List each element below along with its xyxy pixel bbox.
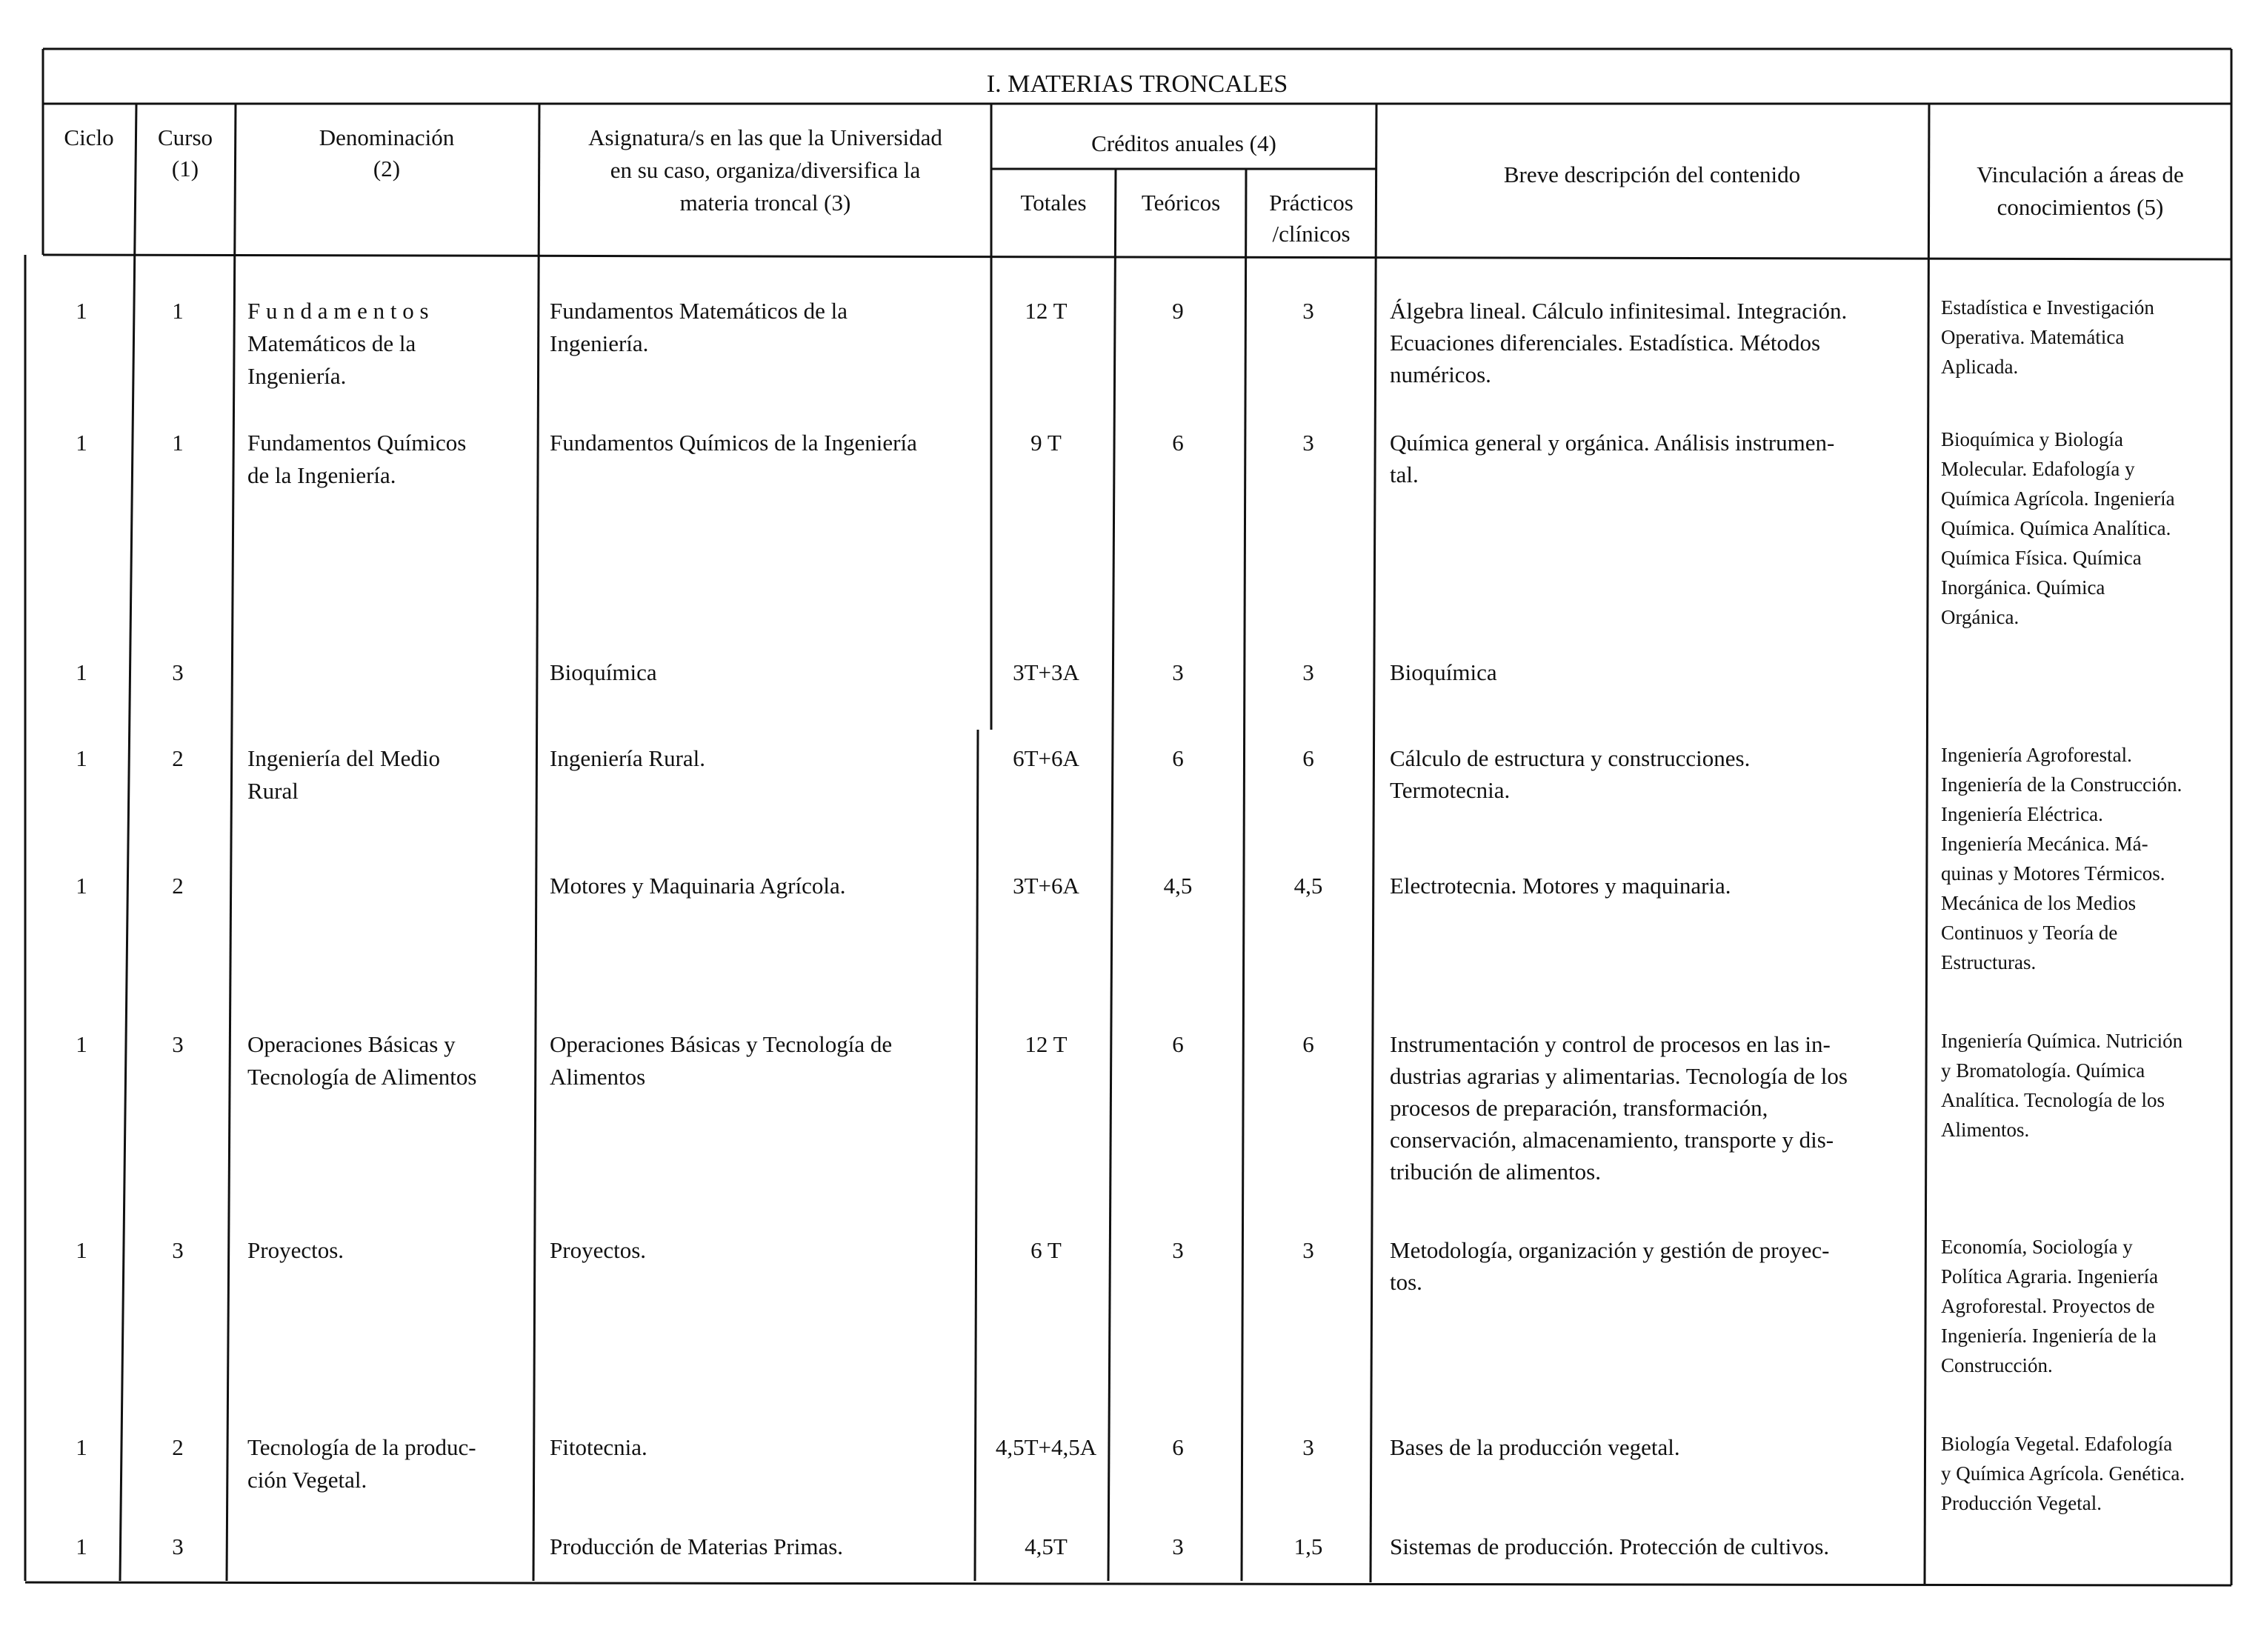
cell-vinculacion-line: Inorgánica. Química	[1941, 576, 2105, 599]
cell-denominacion-line: Matemáticos de la	[247, 330, 416, 356]
header-asignatura-line3: materia troncal (3)	[679, 190, 851, 216]
cell-vinculacion-line: Estructuras.	[1941, 951, 2037, 973]
cell-asignatura: Fitotecnia.	[550, 1434, 647, 1460]
cell-asignatura-line: Operaciones Básicas y Tecnología de	[550, 1031, 893, 1057]
cell-ciclo: 1	[76, 1031, 87, 1057]
cell-teoricos: 6	[1172, 1434, 1184, 1460]
header-asignatura-line2: en su caso, organiza/diversifica la	[610, 157, 921, 183]
cell-vinculacion-line: quinas y Motores Térmicos.	[1941, 862, 2165, 885]
header-denominacion: Denominación	[319, 124, 455, 150]
cell-totales: 12 T	[1025, 298, 1068, 324]
cell-practicos: 3	[1302, 1434, 1314, 1460]
cell-practicos: 3	[1302, 659, 1314, 685]
cell-vinculacion-line: Ingeniería Eléctrica.	[1941, 803, 2103, 825]
cell-practicos: 6	[1302, 745, 1314, 771]
header-teoricos: Teóricos	[1141, 190, 1221, 216]
cell-ciclo: 1	[76, 1434, 87, 1460]
cell-denominacion-line: de la Ingeniería.	[247, 462, 396, 488]
cell-ciclo: 1	[76, 659, 87, 685]
header-practicos-line2: /clínicos	[1272, 221, 1351, 247]
cell-asignatura-line: Fundamentos Matemáticos de la	[550, 298, 848, 324]
cell-ciclo: 1	[76, 298, 87, 324]
cell-vinculacion-line: Ingeniería Química. Nutrición	[1941, 1030, 2183, 1052]
cell-totales: 3T+6A	[1013, 873, 1079, 899]
cell-descripcion-line: tos.	[1390, 1269, 1422, 1295]
header-creditos: Créditos anuales (4)	[1091, 130, 1276, 156]
cell-denominacion-line: Rural	[247, 778, 299, 804]
header-asignatura-line1: Asignatura/s en las que la Universidad	[588, 124, 942, 150]
cell-teoricos: 6	[1172, 430, 1184, 456]
cell-descripcion-line: Ecuaciones diferenciales. Estadística. Métodos	[1390, 330, 1821, 356]
cell-denominacion-line: ción Vegetal.	[247, 1467, 367, 1493]
cell-ciclo: 1	[76, 873, 87, 899]
cell-asignatura: Fundamentos Químicos de la Ingeniería	[550, 430, 917, 456]
cell-totales: 3T+3A	[1013, 659, 1079, 685]
cell-curso: 2	[172, 873, 184, 899]
cell-vinculacion-line: Economía, Sociología y	[1941, 1236, 2133, 1258]
cell-curso: 3	[172, 1237, 184, 1263]
cell-curso: 3	[172, 1533, 184, 1559]
cell-asignatura: Producción de Materias Primas.	[550, 1533, 844, 1559]
cell-ciclo: 1	[76, 430, 87, 456]
cell-practicos: 1,5	[1293, 1533, 1323, 1559]
cell-vinculacion-line: Biología Vegetal. Edafología	[1941, 1433, 2173, 1455]
cell-vinculacion-line: Estadística e Investigación	[1941, 296, 2154, 319]
header-vinculacion-line2: conocimientos (5)	[1997, 194, 2164, 220]
cell-descripcion-line: Metodología, organización y gestión de proyec-	[1390, 1237, 1830, 1263]
cell-descripcion-line: Álgebra lineal. Cálculo infinitesimal. Integración.	[1390, 298, 1848, 324]
table-title: I. MATERIAS TRONCALES	[986, 70, 1288, 98]
cell-vinculacion-line: Mecánica de los Medios	[1941, 892, 2137, 914]
cell-asignatura-line: Ingeniería.	[550, 330, 649, 356]
cell-denominacion-line: F u n d a m e n t o s	[247, 298, 429, 324]
header-descripcion: Breve descripción del contenido	[1503, 161, 1801, 187]
cell-denominacion-line: Ingeniería del Medio	[247, 745, 440, 771]
cell-asignatura: Proyectos.	[550, 1237, 647, 1263]
cell-asignatura-line: Alimentos	[550, 1064, 646, 1090]
cell-practicos: 3	[1302, 1237, 1314, 1263]
cell-descripcion: Bases de la producción vegetal.	[1390, 1434, 1680, 1460]
cell-descripcion-line: Química general y orgánica. Análisis instrumen-	[1390, 430, 1835, 456]
cell-totales: 4,5T+4,5A	[995, 1434, 1097, 1460]
cell-curso: 3	[172, 659, 184, 685]
cell-curso: 2	[172, 1434, 184, 1460]
cell-descripcion-line: Termotecnia.	[1390, 777, 1511, 803]
cell-totales: 4,5T	[1025, 1533, 1068, 1559]
cell-vinculacion-line: Analítica. Tecnología de los	[1941, 1089, 2165, 1111]
cell-asignatura: Ingeniería Rural.	[550, 745, 706, 771]
cell-vinculacion-line: Química Agrícola. Ingeniería	[1941, 487, 2175, 510]
cell-asignatura: Bioquímica	[550, 659, 657, 685]
cell-descripcion: Electrotecnia. Motores y maquinaria.	[1390, 873, 1731, 899]
cell-descripcion-line: conservación, almacenamiento, transporte y dis-	[1390, 1127, 1834, 1153]
cell-vinculacion-line: Ingeniería de la Construcción.	[1941, 773, 2182, 796]
cell-teoricos: 4,5	[1163, 873, 1193, 899]
cell-descripcion-line: dustrias agrarias y alimentarias. Tecnología de los	[1390, 1063, 1848, 1089]
cell-curso: 2	[172, 745, 184, 771]
cell-teoricos: 3	[1172, 1533, 1184, 1559]
cell-teoricos: 6	[1172, 745, 1184, 771]
header-vinculacion-line1: Vinculación a áreas de	[1977, 161, 2184, 187]
cell-totales: 12 T	[1025, 1031, 1068, 1057]
cell-teoricos: 9	[1172, 298, 1184, 324]
cell-teoricos: 3	[1172, 1237, 1184, 1263]
cell-vinculacion-line: Operativa. Matemática	[1941, 326, 2125, 348]
cell-teoricos: 3	[1172, 659, 1184, 685]
cell-ciclo: 1	[76, 1533, 87, 1559]
cell-vinculacion-line: Alimentos.	[1941, 1119, 2030, 1141]
header-curso: Curso	[157, 124, 213, 150]
cell-denominacion-line: Fundamentos Químicos	[247, 430, 467, 456]
cell-vinculacion-line: Química Física. Química	[1941, 547, 2142, 569]
cell-curso: 3	[172, 1031, 184, 1057]
header-ciclo: Ciclo	[64, 124, 114, 150]
cell-descripcion-line: Cálculo de estructura y construcciones.	[1390, 745, 1751, 771]
cell-descripcion-line: tal.	[1390, 462, 1419, 487]
cell-practicos: 6	[1302, 1031, 1314, 1057]
cell-vinculacion-line: Continuos y Teoría de	[1941, 922, 2118, 944]
cell-vinculacion-line: y Química Agrícola. Genética.	[1941, 1462, 2185, 1485]
cell-vinculacion-line: Ingeniería Agroforestal.	[1941, 744, 2132, 766]
cell-vinculacion-line: Bioquímica y Biología	[1941, 428, 2123, 450]
cell-descripcion-line: numéricos.	[1390, 362, 1491, 387]
cell-vinculacion-line: Ingeniería. Ingeniería de la	[1941, 1325, 2157, 1347]
cell-vinculacion-line: y Bromatología. Química	[1941, 1059, 2145, 1082]
cell-practicos: 4,5	[1293, 873, 1323, 899]
cell-vinculacion-line: Orgánica.	[1941, 606, 2019, 628]
cell-practicos: 3	[1302, 298, 1314, 324]
cell-totales: 9 T	[1030, 430, 1062, 456]
cell-descripcion-line: Instrumentación y control de procesos en las in-	[1390, 1031, 1831, 1057]
cell-totales: 6 T	[1030, 1237, 1062, 1263]
cell-vinculacion-line: Ingeniería Mecánica. Má-	[1941, 833, 2148, 855]
cell-denominacion-line: Operaciones Básicas y	[247, 1031, 456, 1057]
cell-vinculacion-line: Molecular. Edafología y	[1941, 458, 2135, 480]
cell-descripcion: Sistemas de producción. Protección de cultivos.	[1390, 1533, 1830, 1559]
cell-vinculacion-line: Química. Química Analítica.	[1941, 517, 2171, 539]
cell-practicos: 3	[1302, 430, 1314, 456]
cell-denominacion-line: Tecnología de la produc-	[247, 1434, 476, 1460]
cell-denominacion: Proyectos.	[247, 1237, 344, 1263]
cell-vinculacion-line: Agroforestal. Proyectos de	[1941, 1295, 2155, 1317]
cell-teoricos: 6	[1172, 1031, 1184, 1057]
cell-vinculacion-line: Aplicada.	[1941, 356, 2019, 378]
cell-vinculacion-line: Política Agraria. Ingeniería	[1941, 1265, 2159, 1288]
header-totales: Totales	[1020, 190, 1087, 216]
cell-descripcion-line: procesos de preparación, transformación,	[1390, 1095, 1768, 1121]
cell-descripcion-line: tribución de alimentos.	[1390, 1159, 1601, 1185]
cell-vinculacion-line: Producción Vegetal.	[1941, 1492, 2102, 1514]
cell-ciclo: 1	[76, 1237, 87, 1263]
cell-totales: 6T+6A	[1013, 745, 1079, 771]
header-curso-note: (1)	[171, 156, 199, 181]
cell-curso: 1	[172, 430, 184, 456]
cell-denominacion-line: Ingeniería.	[247, 363, 347, 389]
cell-ciclo: 1	[76, 745, 87, 771]
header-practicos-line1: Prácticos	[1269, 190, 1353, 216]
cell-curso: 1	[172, 298, 184, 324]
cell-asignatura: Motores y Maquinaria Agrícola.	[550, 873, 846, 899]
cell-descripcion: Bioquímica	[1390, 659, 1497, 685]
cell-denominacion-line: Tecnología de Alimentos	[247, 1064, 477, 1090]
cell-vinculacion-line: Construcción.	[1941, 1354, 2053, 1376]
header-denominacion-note: (2)	[373, 156, 401, 181]
